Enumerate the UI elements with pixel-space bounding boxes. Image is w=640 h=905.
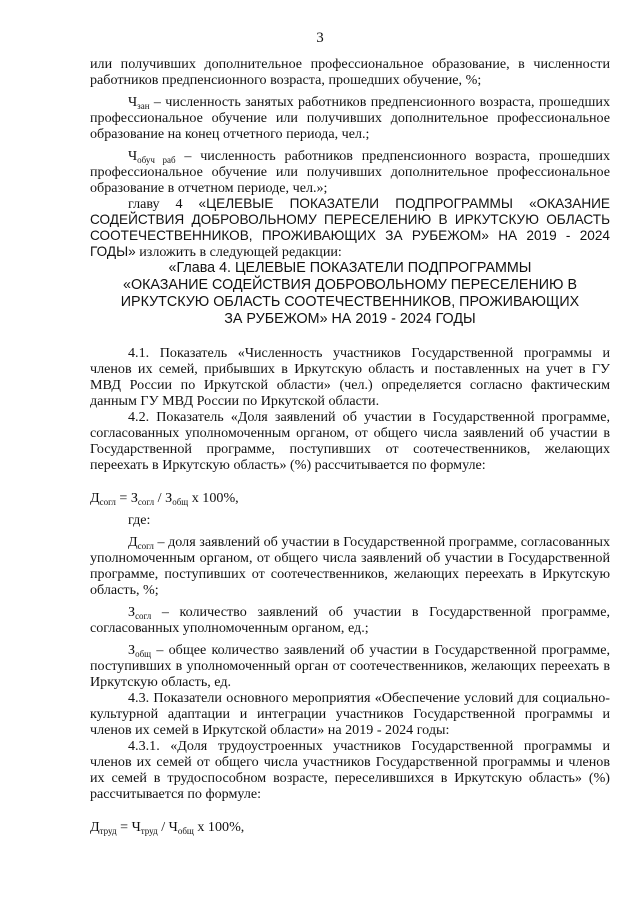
document-body xyxy=(90,56,610,835)
definition-z-sogl: $З_{согл}$ – количество заявлений об участии в Государственной программе, согласованных уполномоченным органом, ед.; xyxy=(90,604,610,636)
formula-d-sogl: $Д_{согл} = З_{согл} / З_{общ}$ х 100%, xyxy=(90,490,239,507)
definition-z-obsh: $З_{общ}$ – общее количество заявлений об участии в Государственной программе, поступивших в уполномоченный орган от соотечественников, желающих переехать в Иркутскую область, ед. xyxy=(90,642,610,690)
paragraph-continuation: или получивших дополнительное профессиональное образование, в численности работников предпенсионного возраста, прошедших обучение, %; xyxy=(90,56,610,88)
definition-d-sogl: $Д_{согл}$ – доля заявлений об участии в Государственной программе, согласованных уполномоченным органом, от общего числа заявлений об участии в Государственной программе, поступивших от соотечественников, желающих переехать в Иркутскую область, %; xyxy=(90,534,610,598)
definition-ch-zan: $Ч_{зан}$ – численность занятых работников предпенсионного возраста, прошедших профессиональное обучение или получивших дополнительное профессиональное образование на конец отчетного периода, чел.; xyxy=(90,94,610,142)
formula-d-trud: $Д_{труд} = Ч_{труд} / Ч_{общ}$ х 100%, xyxy=(90,819,245,836)
chapter-heading-line: «Глава 4. ЦЕЛЕВЫЕ ПОКАЗАТЕЛИ ПОДПРОГРАММЫ xyxy=(168,260,532,276)
definition-ch-obuch-rab: $Ч_{обуч раб}$ – численность работников предпенсионного возраста, прошедших профессиональное обучение или получивших дополнительное профессиональное образование в отчетном периоде, чел.»; xyxy=(90,148,610,196)
chapter-heading-line: ЗА РУБЕЖОМ» НА 2019 - 2024 ГОДЫ xyxy=(224,311,476,327)
chapter-heading xyxy=(90,260,610,328)
chapter-intro: главу 4 «ЦЕЛЕВЫЕ ПОКАЗАТЕЛИ ПОДПРОГРАММЫ «ОКАЗАНИЕ СОДЕЙСТВИЯ ДОБРОВОЛЬНОМУ ПЕРЕСЕЛЕНИЮ В ИРКУТСКУЮ ОБЛАСТЬ СООТЕЧЕСТВЕННИКОВ, ПРОЖИВАЮЩИХ ЗА РУБЕЖОМ» НА 2019 - 2024 ГОДЫ» изложить в следующей редакции: xyxy=(90,196,611,260)
chapter-heading-line: «ОКАЗАНИЕ СОДЕЙСТВИЯ ДОБРОВОЛЬНОМУ ПЕРЕСЕЛЕНИЮ В xyxy=(123,277,577,293)
page-number: 3 xyxy=(316,30,324,46)
paragraph-4-3: 4.3. Показатели основного мероприятия «Обеспечение условий для социально-культурной адаптации и интеграции участников Государственной программы и членов их семей в Иркутской области» на 2019 - 2024 годы: xyxy=(90,690,610,738)
paragraph-4-3-1: 4.3.1. «Доля трудоустроенных участников Государственной программы и членов их семей от общего числа участников Государственной программы и членов их семей в трудоспособном возрасте, переселившихся в Иркутскую область» (%) рассчитывается по формуле: xyxy=(90,738,610,802)
chapter-heading-line: ИРКУТСКУЮ ОБЛАСТЬ СООТЕЧЕСТВЕННИКОВ, ПРОЖИВАЮЩИХ xyxy=(120,294,580,310)
paragraph-4-1: 4.1. Показатель «Численность участников Государственной программы и членов их семей, прибывших в Иркутскую область и поставленных на учет в ГУ МВД России по Иркутской области» (чел.) определяется согласно фактическим данным ГУ МВД России по Иркутской области. xyxy=(90,345,610,409)
paragraph-4-2: 4.2. Показатель «Доля заявлений об участии в Государственной программе, согласованных уполномоченным органом, от общего числа заявлений об участии в Государственной программе, поступивших от соотечественников, желающих переехать в Иркутскую область» (%) рассчитывается по формуле: xyxy=(90,409,610,473)
where-label: где: xyxy=(128,512,151,528)
